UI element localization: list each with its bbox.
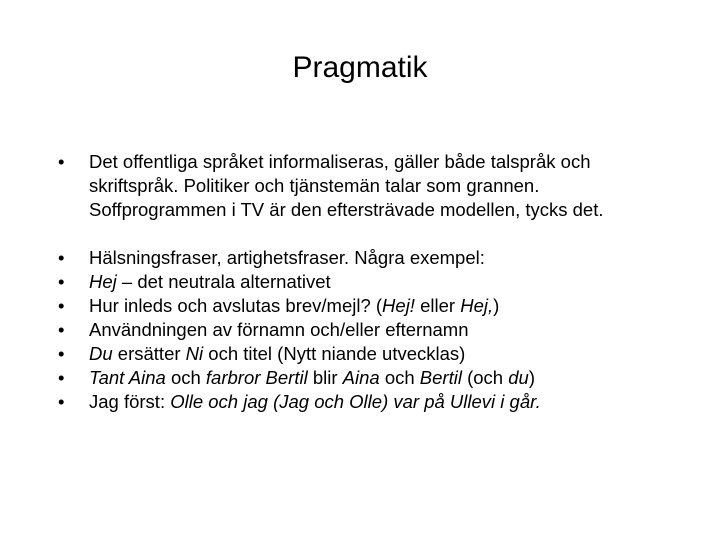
bullet-dot: • — [58, 343, 65, 364]
bullet-text: Det offentliga språket informaliseras, gäller både talspråk och skriftspråk. Politiker och tjänstemän talar som grannen. Soffprogrammen i TV är den eftersträvade modellen, tycks det. — [89, 151, 604, 220]
bullet-dot: • — [58, 151, 65, 172]
text-segment: Användningen av förnamn och/eller efternamn — [89, 319, 469, 340]
bullet-text — [89, 271, 331, 292]
bullet-item — [58, 342, 678, 366]
italic-text: Du — [89, 343, 113, 364]
italic-text: Aina — [342, 367, 380, 388]
text-segment: Hälsningsfraser, artighetsfraser. Några exempel: — [89, 247, 485, 268]
text-segment: blir — [307, 367, 343, 388]
italic-text: farbror Bertil — [205, 367, 308, 388]
slide-title: Pragmatik — [292, 51, 428, 84]
text-segment: Hur inleds och avslutas brev/mejl? ( — [89, 295, 383, 316]
text-segment: eller — [414, 295, 461, 316]
bullet-dot: • — [58, 319, 65, 340]
bullet-list — [58, 150, 678, 414]
bullet-item — [58, 318, 678, 342]
bullet-item — [58, 246, 678, 270]
bullet-text — [89, 247, 485, 268]
italic-text: du — [508, 367, 529, 388]
bullet-text — [89, 295, 499, 316]
text-segment: och titel (Nytt niande utvecklas) — [203, 343, 466, 364]
text-segment: ) — [493, 295, 500, 316]
bullet-text — [89, 391, 541, 412]
text-segment: och — [379, 367, 420, 388]
bullet-item — [58, 366, 678, 390]
bullet-text — [89, 367, 535, 388]
text-segment: Jag först: — [89, 391, 171, 412]
text-segment: ersätter — [112, 343, 186, 364]
text-segment: ) — [528, 367, 535, 388]
example-list — [58, 246, 678, 414]
bullet-item-intro — [58, 150, 678, 222]
italic-text: Hej — [89, 271, 117, 292]
bullet-dot: • — [58, 391, 65, 412]
bullet-dot: • — [58, 271, 65, 292]
bullet-dot: • — [58, 367, 65, 388]
italic-text: Ni — [185, 343, 204, 364]
italic-text: Hej, — [460, 295, 494, 316]
bullet-text — [89, 343, 465, 364]
bullet-dot: • — [58, 247, 65, 268]
italic-text: Hej! — [382, 295, 415, 316]
text-segment: – det neutrala alternativet — [116, 271, 331, 292]
bullet-item — [58, 390, 678, 414]
bullet-item — [58, 294, 678, 318]
bullet-text — [89, 319, 469, 340]
italic-text: Olle och jag (Jag och Olle) var på Ullevi i går. — [170, 391, 541, 412]
bullet-dot: • — [58, 295, 65, 316]
bullet-item — [58, 270, 678, 294]
text-segment: (och — [461, 367, 509, 388]
italic-text: Bertil — [419, 367, 462, 388]
text-segment: och — [165, 367, 206, 388]
italic-text: Tant Aina — [89, 367, 166, 388]
